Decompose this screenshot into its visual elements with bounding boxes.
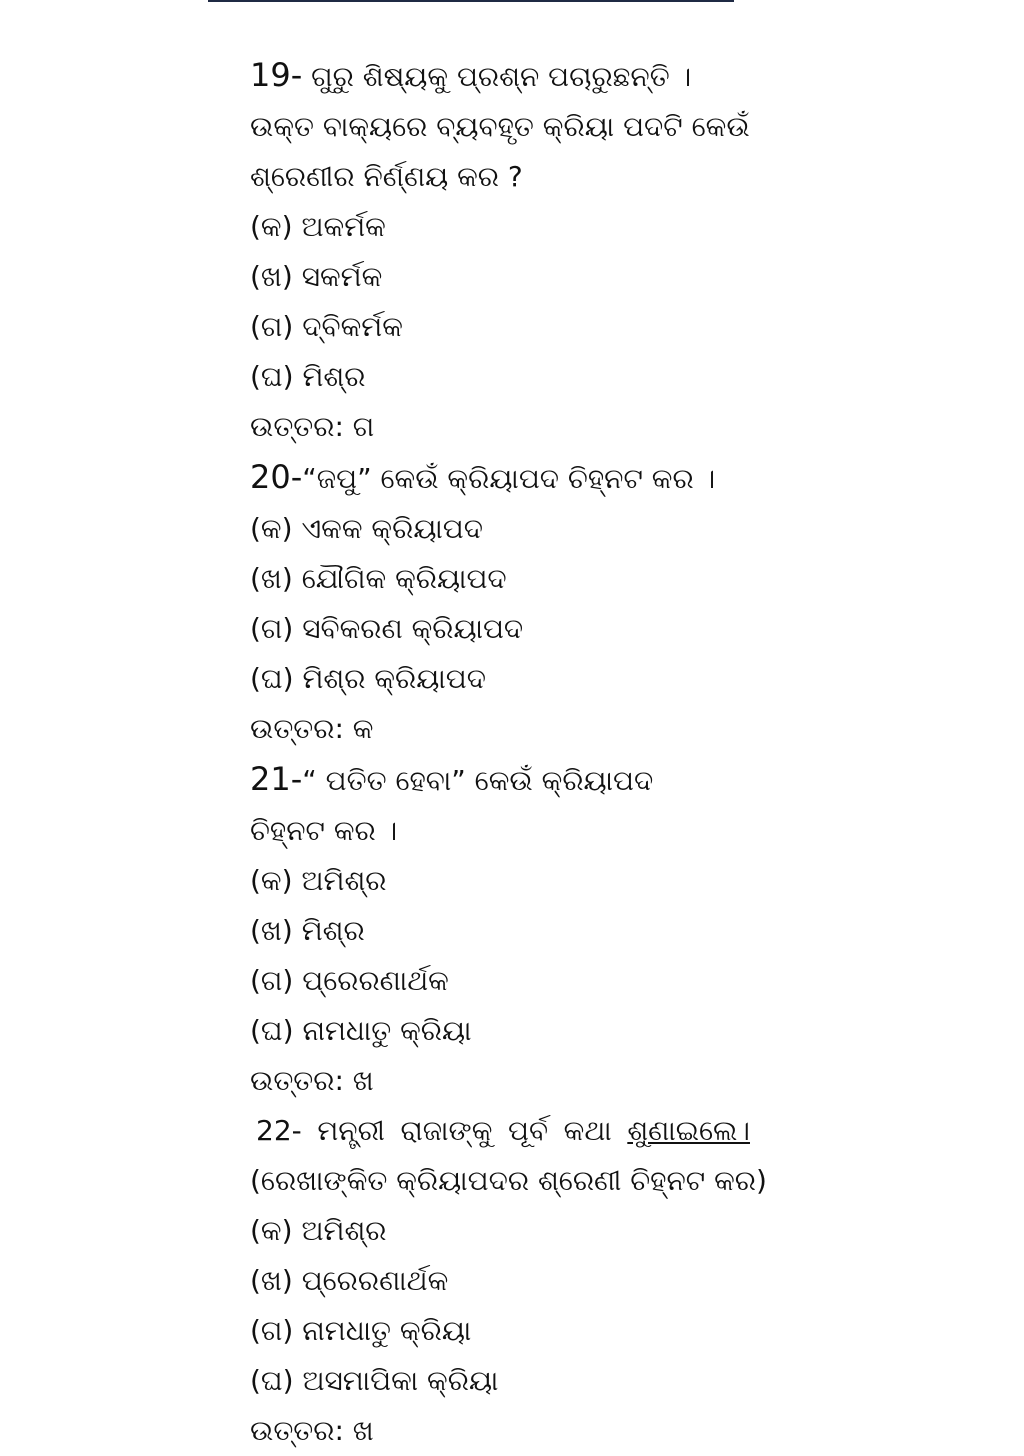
question-19-text [250,50,750,202]
option-kha: (ଖ) ଯୌଗିକ କ୍ରିୟାପଦ [250,562,507,595]
question-sheet [250,50,767,1456]
answer-line: ଉତ୍ତର: କ [250,712,374,745]
question-number: 22- [256,1114,302,1147]
question-21-text [250,754,720,856]
option-ka: (କ) ଅମିଶ୍ର [250,864,387,897]
question-number: 20- [250,458,303,496]
option-ka: (କ) ଏକକ କ୍ରିୟାପଦ [250,512,484,545]
question-body: ଗୁରୁ ଶିଷ୍ୟକୁ ପ୍ରଶ୍ନ ପଚାରୁଛନ୍ତି । ଉକ୍ତ ବାକ୍ୟରେ ବ୍ୟବହୃତ କ୍ରିୟା ପଦଟି କେଉଁ ଶ୍ରେଣୀର ନିର୍ଣ୍ଣୟ କର ? [250,60,750,193]
option-gha: (ଘ) ଅସମାପିକା କ୍ରିୟା [250,1364,499,1397]
question-19 [250,50,750,452]
option-ga: (ଗ) ନାମଧାତୁ କ୍ରିୟା [250,1314,472,1347]
option-ga: (ଗ) ସବିକରଣ କ୍ରିୟାପଦ [250,612,524,645]
option-ka: (କ) ଅକର୍ମକ [250,210,386,243]
underlined-verb: ଶୁଣାଇଲେ। [627,1114,750,1147]
question-22-text [250,1106,750,1156]
question-word: କଥା [563,1114,612,1147]
question-20 [250,452,750,754]
answer-line: ଉତ୍ତର: ଖ [250,1064,374,1097]
question-number: 19- [250,56,303,94]
option-ga: (ଗ) ଦ୍ବିକର୍ମକ [250,310,403,343]
question-word: ରାଜାଙ୍କୁ [400,1114,493,1147]
question-word: ପୂର୍ବ [508,1114,549,1147]
option-gha: (ଘ) ନାମଧାତୁ କ୍ରିୟା [250,1014,472,1047]
answer-line: ଉତ୍ତର: ଗ [250,410,375,443]
answer-line: ଉତ୍ତର: ଖ [250,1414,374,1447]
question-20-text [250,452,750,504]
question-body: “ଜପୁ” କେଉଁ କ୍ରିୟାପଦ ଚିହ୍ନଟ କର । [302,462,716,495]
option-kha: (ଖ) ପ୍ରେରଣାର୍ଥକ [250,1264,449,1297]
question-body: “ ପତିତ ହେବା” କେଉଁ କ୍ରିୟାପଦ ଚିହ୍ନଟ କର । [250,764,654,847]
option-gha: (ଘ) ମିଶ୍ର କ୍ରିୟାପଦ [250,662,486,695]
option-gha: (ଘ) ମିଶ୍ର [250,360,366,393]
question-number: 21- [250,760,303,798]
question-word: ମନ୍ତ୍ରୀ [317,1114,385,1147]
option-ka: (କ) ଅମିଶ୍ର [250,1214,387,1247]
option-kha: (ଖ) ସକର୍ମକ [250,260,383,293]
option-ga: (ଗ) ପ୍ରେରଣାର୍ଥକ [250,964,449,997]
question-22-note: (ରେଖାଙ୍କିତ କ୍ରିୟାପଦର ଶ୍ରେଣୀ ଚିହ୍ନଟ କର) [250,1164,767,1197]
question-22 [250,1106,767,1456]
question-21 [250,754,750,1106]
top-divider-line [208,0,734,2]
option-kha: (ଖ) ମିଶ୍ର [250,914,365,947]
